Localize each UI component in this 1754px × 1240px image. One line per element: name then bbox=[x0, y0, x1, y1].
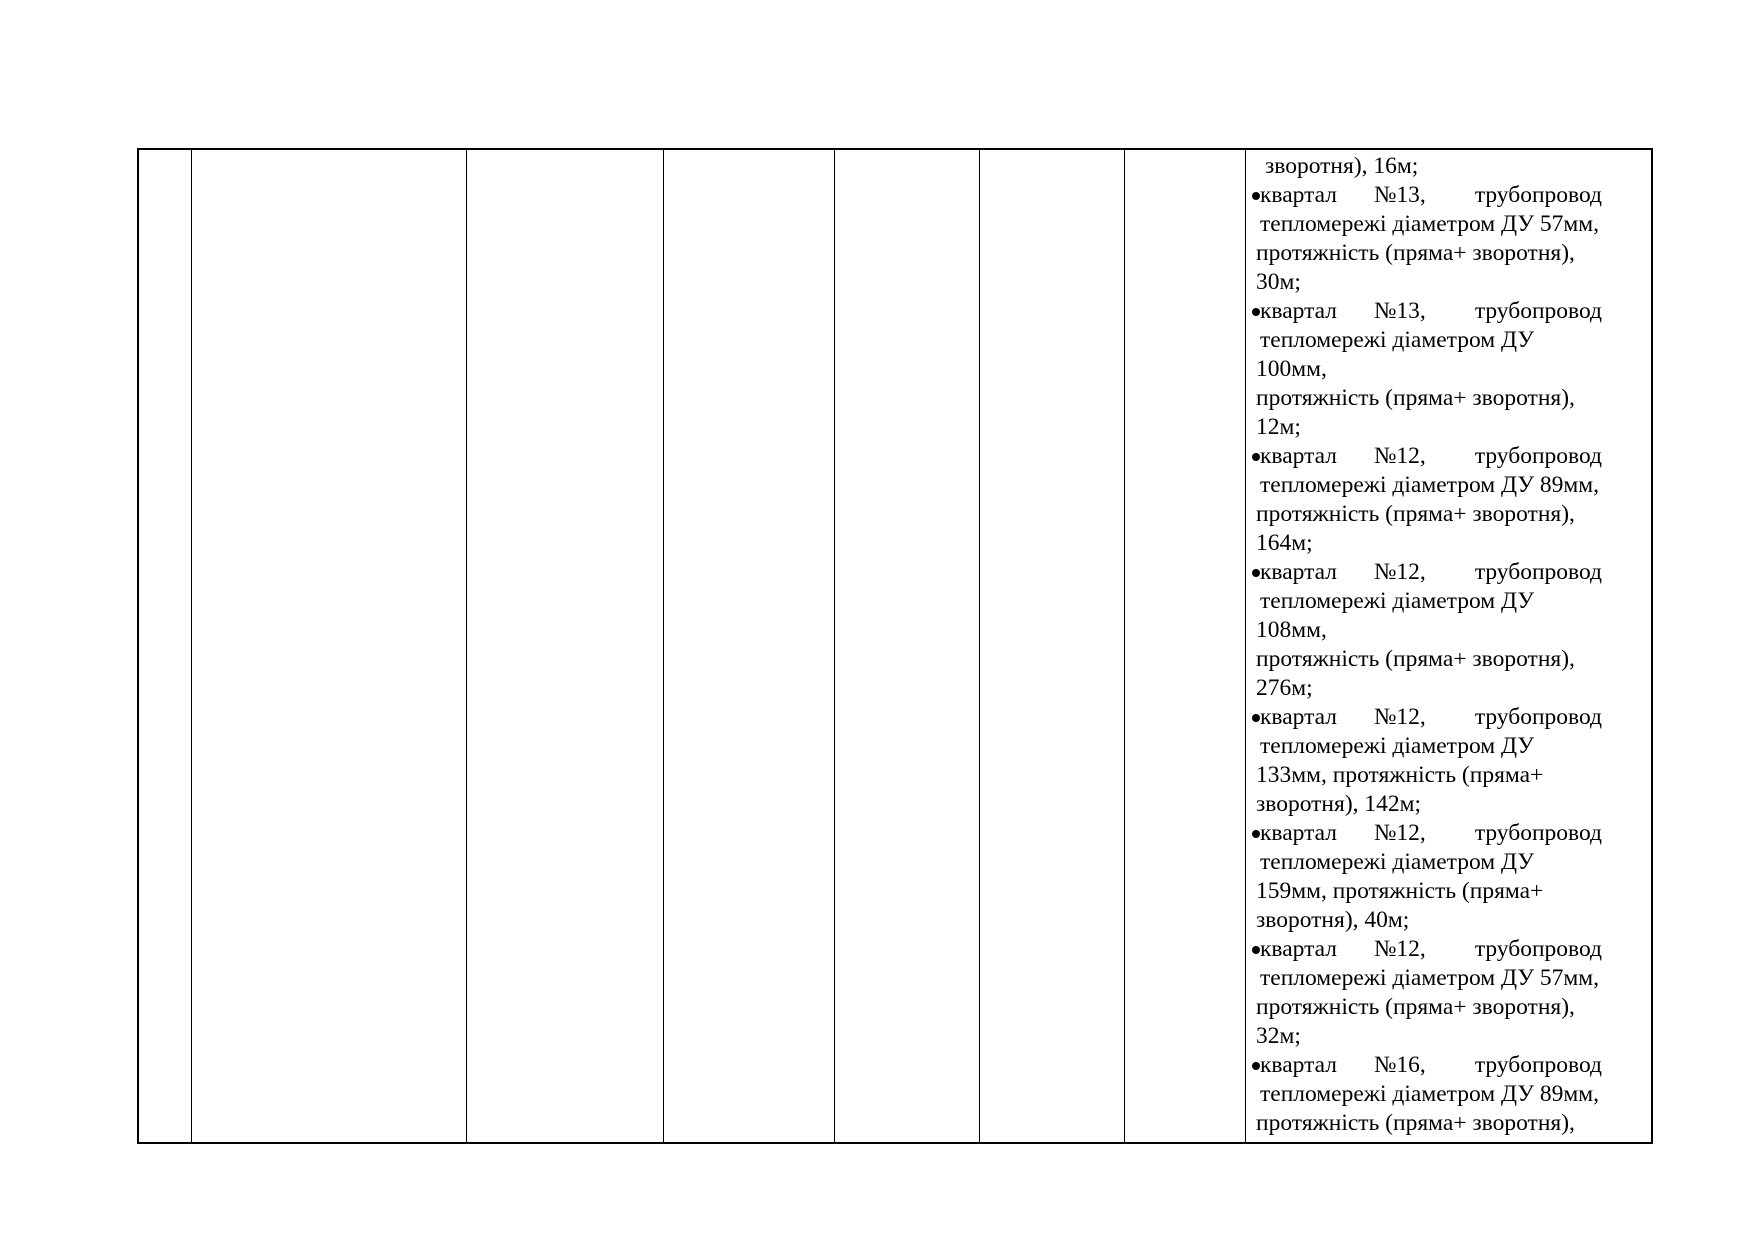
bullet-icon bbox=[1252, 192, 1260, 200]
bullet-icon bbox=[1252, 453, 1260, 461]
bullet-icon bbox=[1252, 569, 1260, 577]
continuation-table bbox=[137, 148, 1653, 1144]
bullet-icon bbox=[1252, 946, 1260, 954]
column-divider bbox=[191, 150, 192, 1142]
pipeline-list-cell: зворотня), 16м; квартал №13, трубопровод тепломережі діаметром ДУ 57мм, протяжність (пряма+ зворотня), 30м; квартал №13, трубопровод тепломережі діаметром ДУ 100мм, протяжність (пряма+ зворотня), 12м; квартал №12, трубопровод тепломережі діаметром ДУ 89мм, протяжність (пряма+ зворотня), 164м; квартал №12, трубопровод тепломережі діаметром ДУ 108мм, протяжність (пряма+ зворотня), 276м; квартал №12, трубопровод тепломережі діаметром ДУ 133мм, протяжність (пряма+ зворотня), 142м; квартал №12, трубопровод тепломережі діаметром ДУ 159мм, протяжність (пряма+ зворотня), 40м; квартал №12, трубопровод тепломережі діаметром ДУ 57мм, протяжність (пряма+ зворотня), 32м; квартал №16, трубопровод тепломережі діаметром ДУ 89мм, протяжність (пряма+ зворотня), bbox=[1246, 150, 1655, 1142]
bullet-icon bbox=[1252, 1062, 1260, 1070]
column-divider bbox=[834, 150, 835, 1142]
column-divider bbox=[979, 150, 980, 1142]
column-divider bbox=[1124, 150, 1125, 1142]
bullet-icon bbox=[1252, 714, 1260, 722]
column-divider bbox=[466, 150, 467, 1142]
column-divider bbox=[663, 150, 664, 1142]
bullet-icon bbox=[1252, 308, 1260, 316]
bullet-icon bbox=[1252, 830, 1260, 838]
